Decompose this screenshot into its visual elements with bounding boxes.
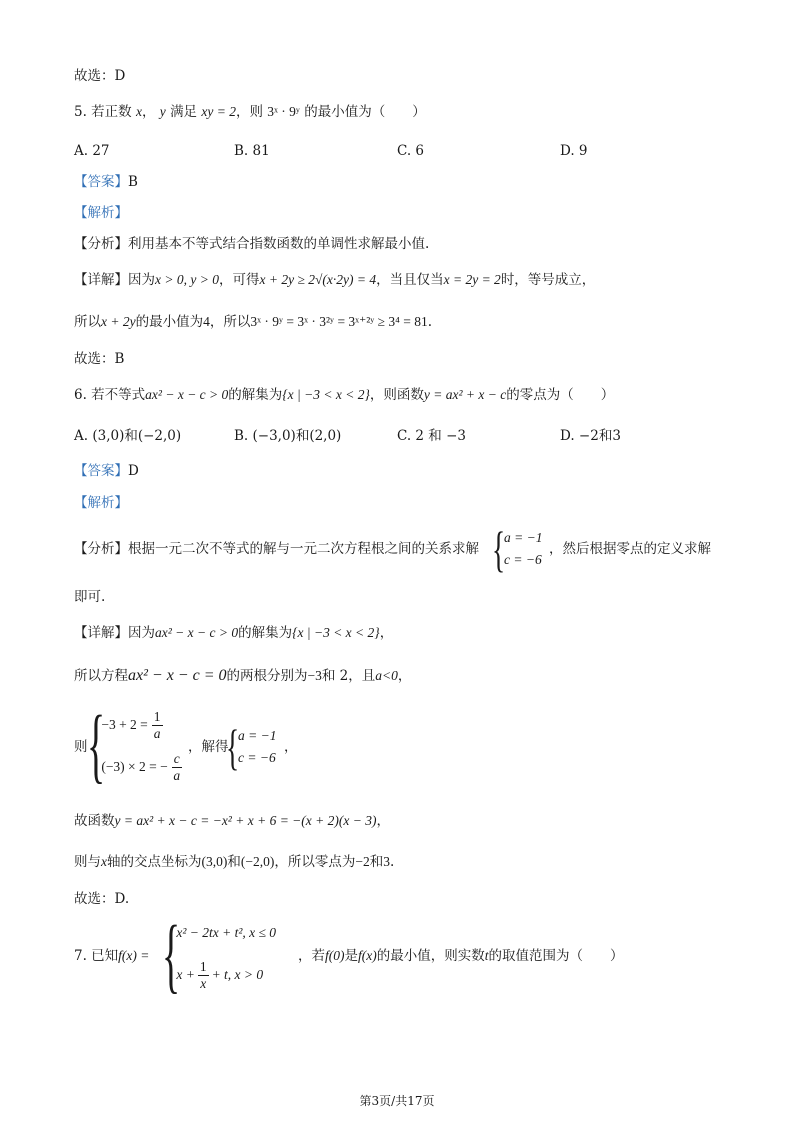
brace-icon: { — [162, 909, 181, 1002]
numerator: 1 — [199, 958, 207, 974]
q6-option-b: B. (−3,0)和(2,0) — [234, 428, 342, 444]
detail-text: 因为 — [128, 272, 155, 288]
brace-icon: { — [492, 521, 506, 577]
q7-piecewise — [162, 909, 277, 1002]
q5-answer — [74, 172, 138, 192]
q5-fenxi — [74, 234, 429, 254]
q6-system-1 — [492, 521, 543, 577]
q6-option-a: A. (3,0)和(−2,0) — [74, 428, 182, 444]
detail-math: x + 2y ≥ 2√(x·2y) = 4 — [259, 272, 377, 287]
fenxi-text: 根据一元二次不等式的解与一元二次方程根之间的关系求解 — [128, 541, 479, 557]
q7-fx: f(x) = — [118, 948, 150, 963]
q5-stem-text: ，则 — [235, 104, 263, 120]
q6-system-3 — [226, 719, 277, 775]
q5-detail-line-1 — [74, 270, 595, 290]
q6-stem-text: 6. 若不等式 — [74, 387, 146, 403]
fraction — [152, 709, 163, 742]
answer-choice-q4: 故选：D — [74, 68, 126, 84]
detail-text: ， — [376, 813, 390, 829]
detail-text: 故函数 — [74, 813, 115, 829]
q6-fenxi-line-1-tail: ，然后根据零点的定义求解 — [549, 541, 711, 557]
q6-stem-text: 的解集为 — [228, 387, 283, 403]
detail-math: (−2,0) — [240, 854, 275, 869]
detail-math: x = 2y = 2 — [443, 272, 501, 287]
q5-stem-text: ， — [141, 104, 156, 120]
q7-stem-text: 是 — [344, 948, 358, 964]
page-footer: 第3页/共17页 — [359, 1094, 435, 1108]
detail-math: a<0 — [375, 668, 398, 683]
detail-text: 的两根分别为 — [226, 668, 308, 684]
system-rows — [101, 704, 181, 788]
system-row — [101, 746, 181, 788]
detail-math: −3 — [307, 668, 322, 683]
detail-text: ，所以 — [209, 314, 251, 330]
detail-math: (3,0) — [201, 854, 228, 869]
q5-expression: 3ˣ · 9ʸ — [267, 104, 300, 119]
brace-icon: { — [226, 719, 240, 775]
q5-choice: 故选：B — [74, 351, 125, 367]
q5-analysis-tag — [74, 203, 128, 223]
q6-stem-text: 的零点为（ ） — [506, 387, 615, 403]
answer-value: D — [128, 463, 139, 479]
q6-option-c: C. 2 和 −3 — [397, 428, 467, 444]
q6-detail-line-5 — [74, 852, 394, 872]
detail-text: 所以 — [74, 314, 101, 330]
q7-stem-text: ，若 — [298, 948, 325, 964]
xiangjie-tag: 【详解】 — [74, 272, 128, 288]
q6-detail-then: 则 — [74, 739, 88, 755]
piecewise-rows — [176, 914, 276, 998]
eq-text: −3 + 2 = — [101, 717, 148, 732]
q7-var-t: t — [484, 948, 489, 963]
q5-stem-text: 的最小值为（ ） — [304, 104, 426, 120]
detail-math: 4 — [203, 314, 210, 329]
q6-detail-line-2 — [74, 666, 411, 686]
q7-stem-text: 7. 已知 — [74, 948, 119, 964]
q5-var-x: x — [135, 104, 142, 119]
detail-text: ，所以零点为 — [274, 854, 356, 870]
q6-choice: 故选：D. — [74, 891, 130, 907]
detail-text: ，可得 — [218, 272, 260, 288]
system-rows — [504, 527, 542, 571]
detail-text: 的最小值为 — [135, 314, 204, 330]
xiangjie-tag: 【详解】 — [74, 625, 128, 641]
q6-fenxi-line-1 — [74, 539, 479, 559]
detail-text: 所以方程 — [74, 668, 128, 684]
q6-answer — [74, 461, 139, 481]
detail-math: x + 2y — [101, 314, 136, 329]
q6-stem-text: ，则函数 — [369, 387, 424, 403]
q5-var-y: y — [159, 104, 166, 119]
piecewise-row: x² − 2tx + t², x ≤ 0 — [176, 925, 277, 940]
system-row: c = −6 — [238, 750, 276, 765]
detail-math: −2 — [355, 854, 370, 869]
analysis-tag: 【解析】 — [74, 495, 128, 511]
q5-option-a: A. 27 — [74, 143, 110, 159]
detail-math: x > 0, y > 0 — [155, 272, 219, 287]
q6-option-d: D. −2和3 — [560, 428, 621, 444]
detail-math: ax² − x − c = 0 — [128, 667, 227, 684]
q5-option-b: B. 81 — [234, 143, 270, 159]
detail-text: 则与 — [74, 854, 101, 870]
eq-text: + t, x > 0 — [211, 967, 264, 982]
detail-text: . — [389, 854, 395, 870]
q6-detail-comma: ， — [284, 739, 298, 755]
system-row: a = −1 — [504, 530, 543, 545]
q7-fx2: f(x) — [358, 948, 377, 963]
question-7-stem-start — [74, 946, 149, 966]
detail-math: 3ˣ · 9ʸ = 3ˣ · 3²ʸ = 3ˣ⁺²ʸ ≥ 3⁴ = 81 — [250, 314, 428, 329]
eq-text: x + — [176, 967, 195, 982]
detail-text: ， — [379, 625, 394, 641]
q6-function: y = ax² + x − c — [423, 387, 507, 402]
q7-f0: f(0) — [325, 948, 345, 963]
piecewise-row — [176, 952, 276, 998]
q6-detail-line-4 — [74, 811, 390, 831]
fenxi-text: 利用基本不等式结合指数函数的单调性求解最小值. — [128, 236, 430, 252]
detail-text: ，当且仅当 — [376, 272, 444, 288]
denominator: a — [153, 725, 161, 741]
q5-option-c: C. 6 — [397, 143, 425, 159]
question-5-stem — [74, 102, 426, 122]
q5-stem-text: 5. 若正数 — [74, 104, 132, 120]
detail-math: x — [101, 854, 107, 869]
numerator: 1 — [153, 708, 161, 724]
q6-detail-solve: ，解得 — [188, 739, 229, 755]
answer-tag: 【答案】 — [74, 463, 128, 479]
analysis-tag: 【解析】 — [74, 205, 128, 221]
q6-inequality: ax² − x − c > 0 — [145, 387, 229, 402]
q6-analysis-tag — [74, 493, 128, 513]
q6-solution-set: {x | −3 < x < 2} — [282, 387, 370, 402]
answer-tag: 【答案】 — [74, 174, 128, 190]
q5-condition: xy = 2 — [201, 104, 236, 119]
detail-text: 轴的交点坐标为 — [107, 854, 202, 870]
detail-math: ax² − x − c > 0 — [155, 625, 239, 640]
answer-value: B — [128, 174, 138, 190]
q6-detail-line-1 — [74, 623, 393, 643]
q6-fenxi-line-2: 即可. — [74, 589, 106, 605]
eq-text: (−3) × 2 = − — [101, 759, 168, 774]
denominator: a — [173, 767, 181, 783]
system-row: c = −6 — [504, 552, 542, 567]
q6-system-2 — [87, 699, 182, 792]
q7-stem-text: 的取值范围为（ ） — [488, 948, 624, 964]
system-rows — [238, 725, 276, 769]
q5-option-d: D. 9 — [560, 143, 588, 159]
detail-text: 和 — [227, 854, 241, 870]
detail-text: . — [427, 314, 433, 330]
q5-detail-line-2 — [74, 312, 432, 332]
system-row: a = −1 — [238, 728, 277, 743]
question-6-stem — [74, 385, 614, 405]
detail-text: 和 — [369, 854, 384, 870]
detail-math: 3 — [383, 854, 390, 869]
detail-text: 的解集为 — [238, 625, 293, 641]
question-7-stem-rest — [298, 946, 624, 966]
fenxi-tag: 【分析】 — [74, 541, 128, 557]
fraction — [172, 751, 182, 784]
fraction — [198, 959, 209, 992]
brace-icon: { — [87, 699, 106, 792]
detail-math: {x | −3 < x < 2} — [292, 625, 380, 640]
numerator: c — [173, 750, 180, 766]
detail-text: ， — [397, 668, 412, 684]
detail-text: 时，等号成立， — [500, 272, 596, 288]
denominator: x — [200, 975, 207, 991]
q7-stem-text: 的最小值，则实数 — [376, 948, 485, 964]
detail-text: 和 2，且 — [321, 668, 376, 684]
q5-stem-text: 满足 — [170, 104, 198, 120]
fenxi-tag: 【分析】 — [74, 236, 128, 252]
detail-text: 因为 — [128, 625, 155, 641]
system-row — [101, 704, 181, 746]
detail-math: y = ax² + x − c = −x² + x + 6 = −(x + 2)(x − 3) — [114, 813, 377, 828]
